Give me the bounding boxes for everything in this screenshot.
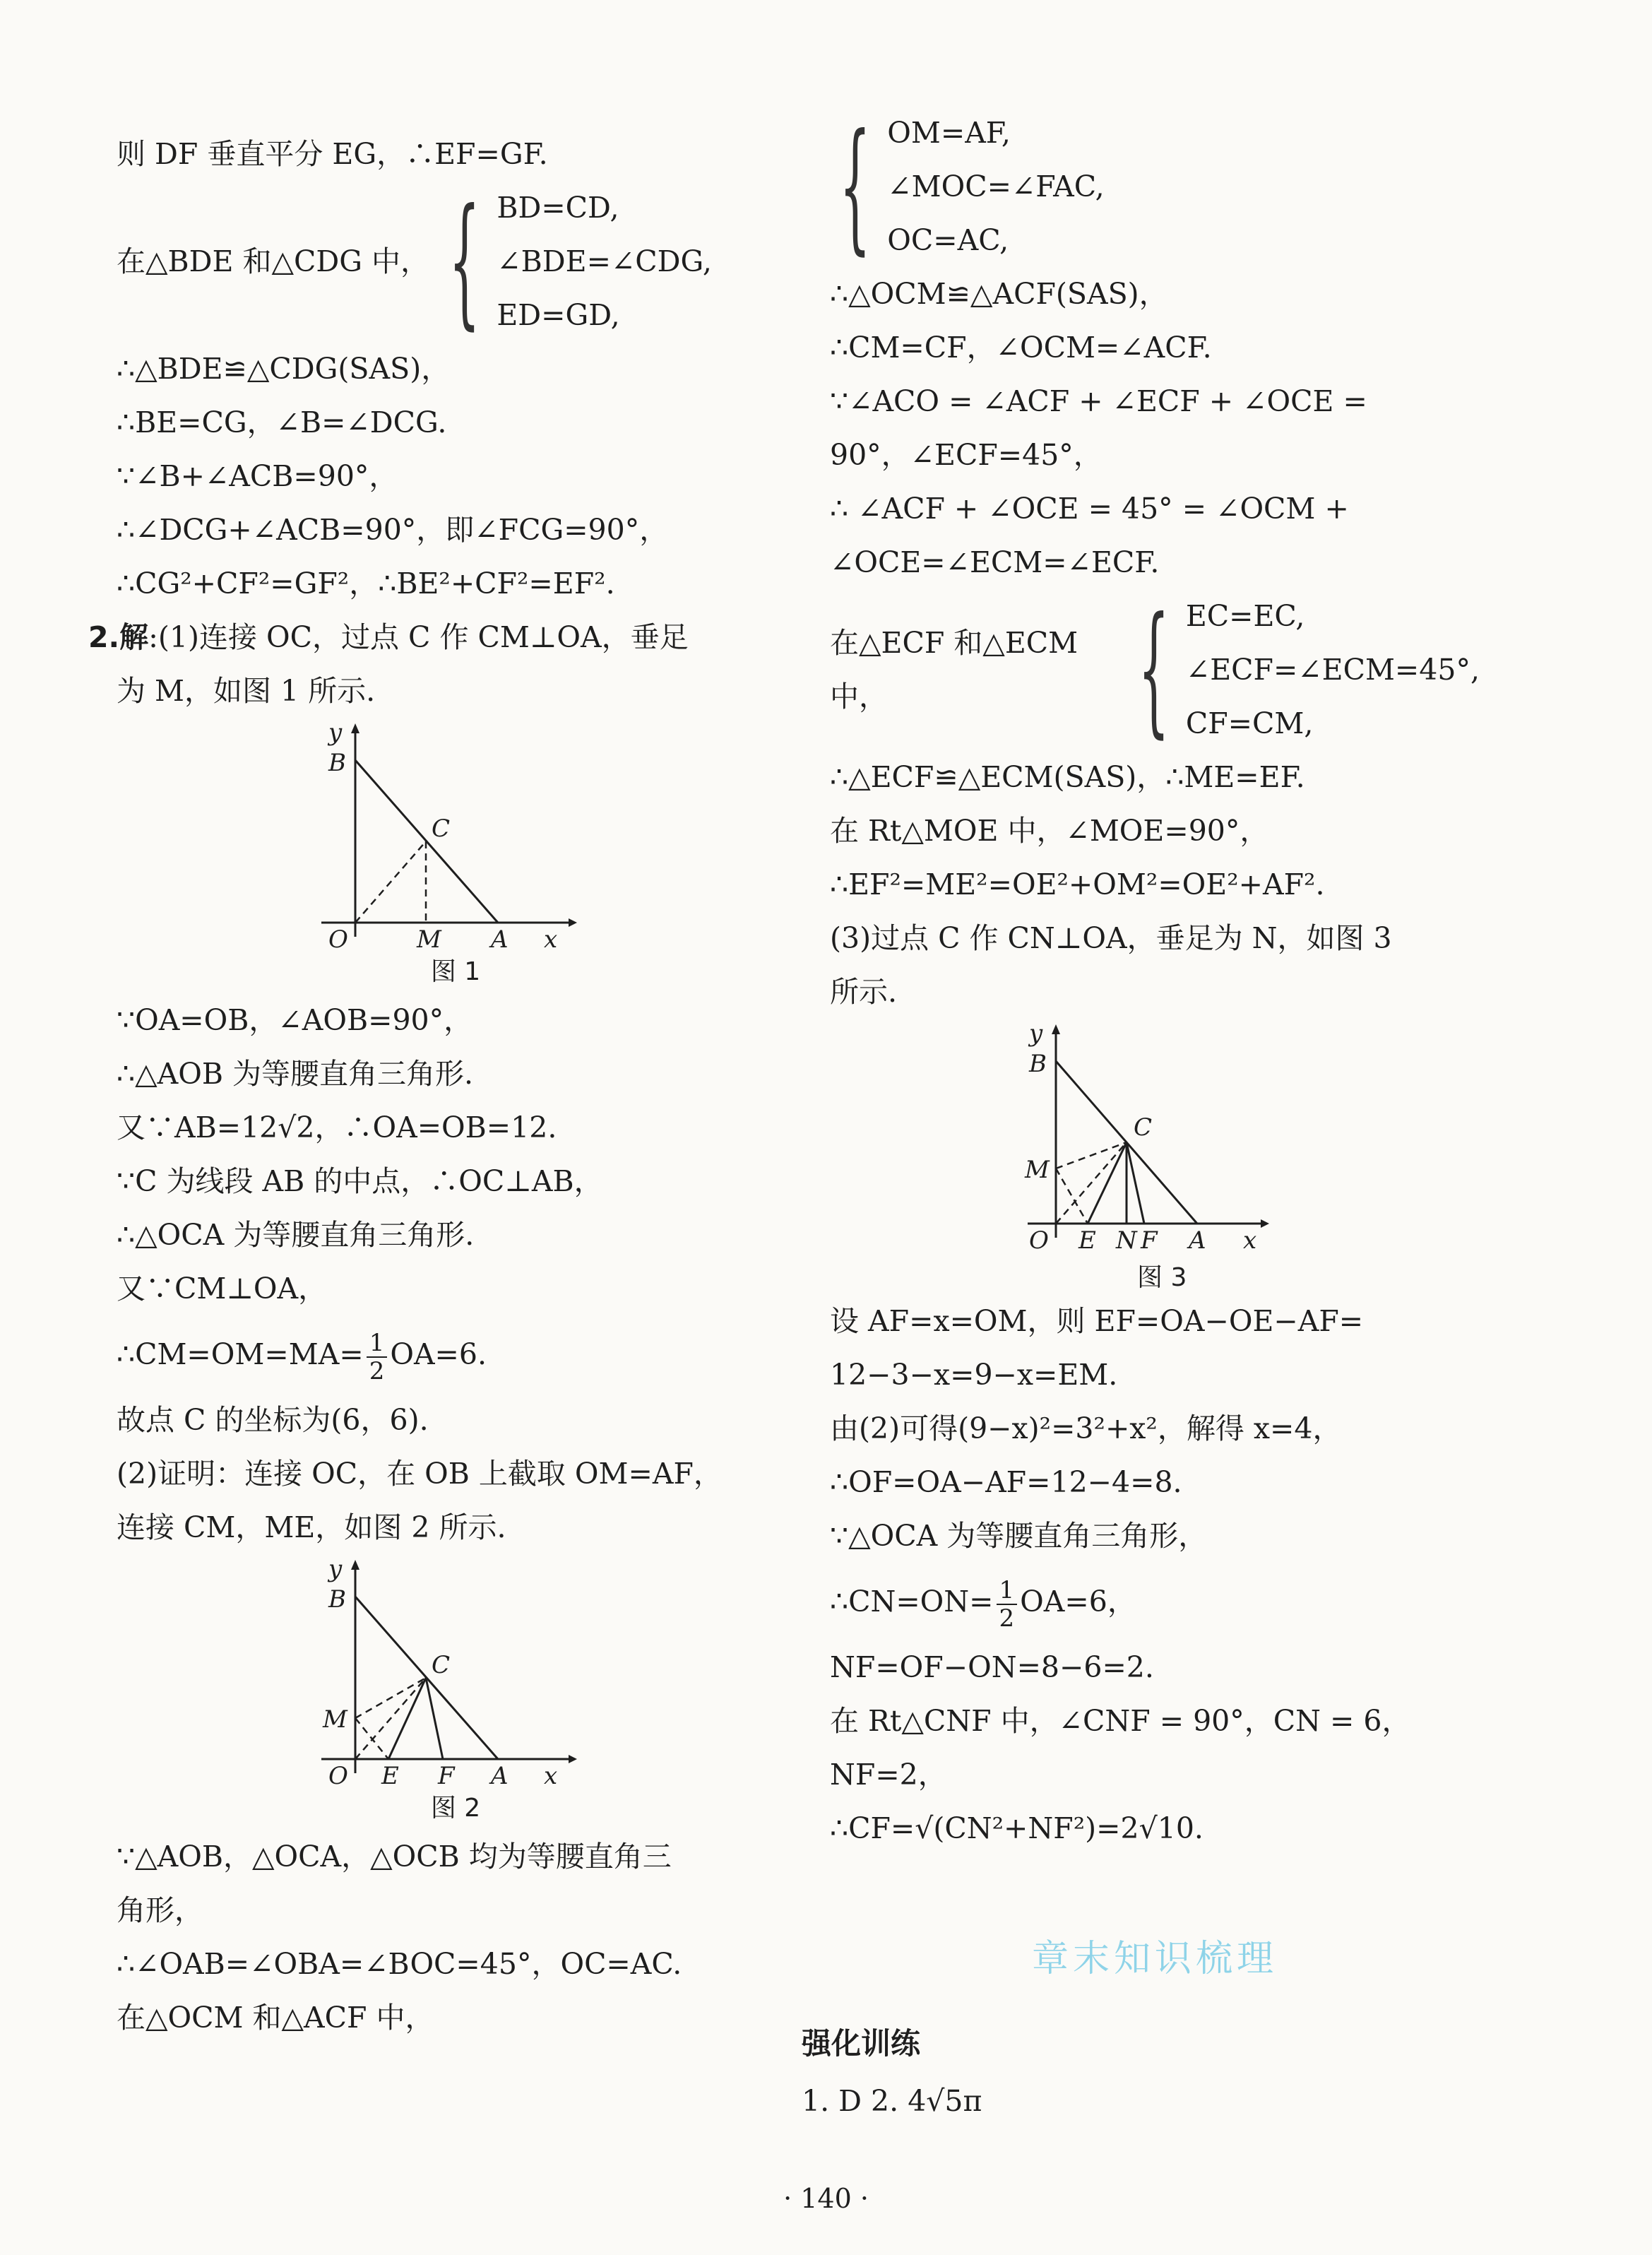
condition-line: ∠MOC=∠FAC, bbox=[887, 170, 1105, 203]
label-x: x bbox=[544, 925, 558, 951]
page-number: · 140 · bbox=[783, 2183, 869, 2214]
text-line: ∴EF²=ME²=OE²+OM²=OE²+AF². bbox=[830, 868, 1325, 901]
text-line: 则 DF 垂直平分 EG，∴EF=GF. bbox=[117, 137, 548, 171]
label-M: M bbox=[417, 925, 441, 951]
figure-3-caption: 图 3 bbox=[1137, 1263, 1187, 1292]
text-line: 90°，∠ECF=45°， bbox=[830, 438, 1103, 472]
text-line: ∵∠ACO = ∠ACF + ∠ECF + ∠OCE = bbox=[830, 384, 1367, 418]
text-line: ∴△OCM≌△ACF(SAS)， bbox=[830, 277, 1168, 311]
text-line: ∴△ECF≌△ECM(SAS)，∴ME=EF. bbox=[830, 760, 1305, 794]
text-line: 设 AF=x=OM，则 EF=OA−OE−AF= bbox=[830, 1304, 1364, 1338]
figure-1 bbox=[117, 718, 795, 951]
text-line: NF=OF−ON=8−6=2. bbox=[830, 1650, 1154, 1684]
text-line: 连接 CM，ME，如图 2 所示. bbox=[117, 1510, 506, 1544]
text-line: ∴∠DCG+∠ACB=90°，即∠FCG=90°， bbox=[117, 513, 669, 547]
text-line: 在△OCM 和△ACF 中， bbox=[117, 2001, 434, 2035]
text-line: ∴△AOB 为等腰直角三角形. bbox=[117, 1057, 474, 1091]
fraction-denominator: 2 bbox=[999, 1604, 1015, 1633]
text-line: 又∵AB=12√2，∴OA=OB=12. bbox=[117, 1111, 557, 1144]
equation-line bbox=[117, 1315, 795, 1393]
text-line: NF=2， bbox=[830, 1758, 947, 1792]
text-segment: ∴CN=ON= bbox=[830, 1585, 994, 1618]
text-line: 角形， bbox=[117, 1893, 203, 1927]
figure-2 bbox=[117, 1554, 795, 1787]
fraction-numerator: 1 bbox=[367, 1330, 388, 1358]
text-line: ∴CG²+CF²=GF²，∴BE²+CF²=EF². bbox=[117, 567, 615, 600]
text-line: 所示. bbox=[830, 975, 898, 1009]
text-segment: ∴CM=OM=MA= bbox=[117, 1337, 364, 1371]
label-E: E bbox=[381, 1762, 399, 1787]
text-line: ∴ ∠ACF + ∠OCE = 45° = ∠OCM + bbox=[830, 492, 1349, 526]
text-line: 在△ECF 和△ECM 中， bbox=[830, 626, 1078, 714]
label-y: y bbox=[1029, 1019, 1043, 1048]
label-y: y bbox=[328, 718, 343, 747]
equation-system bbox=[117, 181, 795, 342]
condition-line: OC=AC, bbox=[887, 223, 1009, 257]
condition-line: EC=EC, bbox=[1185, 599, 1305, 633]
text-line: 在 Rt△CNF 中，∠CNF = 90°，CN = 6， bbox=[830, 1704, 1411, 1738]
figure-3 bbox=[830, 1019, 1480, 1294]
label-F: F bbox=[438, 1762, 455, 1787]
text-line: ∴△BDE≌△CDG(SAS)， bbox=[117, 352, 451, 386]
label-x: x bbox=[1243, 1226, 1257, 1255]
figure-1-caption: 图 1 bbox=[430, 957, 481, 986]
equation-system bbox=[830, 589, 1480, 750]
label-M: M bbox=[323, 1705, 347, 1734]
condition-line: ED=GD, bbox=[497, 298, 620, 332]
text-line: 为 M，如图 1 所示. bbox=[117, 674, 376, 708]
text-line: ∴CM=CF，∠OCM=∠ACF. bbox=[830, 331, 1212, 365]
label-B: B bbox=[328, 1585, 346, 1614]
fraction-numerator: 1 bbox=[997, 1577, 1018, 1605]
text-line: 在 Rt△MOE 中，∠MOE=90°， bbox=[830, 814, 1269, 848]
condition-line: ∠ECF=∠ECM=45°, bbox=[1185, 653, 1480, 687]
label-A: A bbox=[491, 925, 509, 951]
text-line: ∴CF=√(CN²+NF²)=2√10. bbox=[830, 1811, 1204, 1845]
left-column bbox=[88, 127, 795, 2044]
left-brace: { bbox=[448, 179, 480, 343]
condition-line: OM=AF, bbox=[887, 116, 1011, 150]
text-line: ∵∠B+∠ACB=90°， bbox=[117, 459, 398, 493]
condition-line: BD=CD, bbox=[497, 191, 619, 225]
condition-line: CF=CM, bbox=[1185, 706, 1314, 740]
text-line: 12−3−x=9−x=EM. bbox=[830, 1358, 1118, 1392]
label-B: B bbox=[1029, 1050, 1047, 1078]
text-line: ∴BE=CG，∠B=∠DCG. bbox=[117, 406, 447, 439]
label-x: x bbox=[544, 1762, 558, 1787]
left-brace: { bbox=[839, 104, 871, 268]
label-O: O bbox=[1029, 1226, 1049, 1255]
text-line: :(1)连接 OC，过点 C 作 CM⊥OA，垂足 bbox=[148, 620, 689, 654]
label-M: M bbox=[1025, 1156, 1050, 1184]
fraction-denominator: 2 bbox=[369, 1356, 385, 1385]
solution-label: 解 bbox=[119, 620, 149, 654]
label-O: O bbox=[328, 1762, 348, 1787]
text-line: 故点 C 的坐标为(6，6). bbox=[117, 1403, 429, 1437]
text-segment: OA=6. bbox=[390, 1337, 487, 1371]
equation-system bbox=[820, 106, 1480, 267]
text-line: ∵OA=OB，∠AOB=90°， bbox=[117, 1003, 473, 1037]
text-segment: OA=6， bbox=[1020, 1585, 1136, 1618]
figure-2-caption: 图 2 bbox=[430, 1794, 481, 1823]
label-C: C bbox=[1134, 1113, 1153, 1142]
fraction bbox=[997, 1577, 1018, 1632]
label-N: N bbox=[1116, 1226, 1137, 1255]
label-C: C bbox=[432, 815, 451, 843]
text-line: ∠OCE=∠ECM=∠ECF. bbox=[830, 545, 1160, 579]
condition-line: ∠BDE=∠CDG, bbox=[497, 244, 712, 278]
fraction bbox=[367, 1330, 388, 1385]
text-line: ∵△AOB，△OCA，△OCB 均为等腰直角三 bbox=[117, 1840, 672, 1874]
label-C: C bbox=[432, 1651, 451, 1679]
text-line: 又∵CM⊥OA， bbox=[117, 1272, 328, 1306]
text-line: ∵△OCA 为等腰直角三角形， bbox=[830, 1519, 1208, 1553]
text-line: ∵C 为线段 AB 的中点，∴OC⊥AB， bbox=[117, 1164, 603, 1198]
section-title: 章末知识梳理 bbox=[1031, 1938, 1278, 1980]
label-A: A bbox=[1189, 1226, 1206, 1255]
text-line: 在△BDE 和△CDG 中， bbox=[117, 244, 430, 278]
label-B: B bbox=[328, 749, 346, 777]
text-line: (2)证明：连接 OC，在 OB 上截取 OM=AF， bbox=[117, 1457, 723, 1491]
text-line: ∴∠OAB=∠OBA=∠BOC=45°，OC=AC. bbox=[117, 1947, 682, 1981]
label-O: O bbox=[328, 925, 348, 951]
left-brace: { bbox=[1137, 587, 1170, 752]
label-E: E bbox=[1078, 1226, 1096, 1255]
label-F: F bbox=[1141, 1226, 1158, 1255]
right-column bbox=[830, 106, 1480, 1855]
label-A: A bbox=[491, 1762, 509, 1787]
sub-heading: 强化训练 bbox=[802, 2026, 921, 2061]
question-2-header bbox=[88, 610, 795, 664]
text-line: ∴OF=OA−AF=12−4=8. bbox=[830, 1465, 1182, 1499]
answers-line: 1. D 2. 4√5π bbox=[802, 2084, 982, 2118]
label-y: y bbox=[328, 1555, 343, 1583]
text-line: (3)过点 C 作 CN⊥OA，垂足为 N，如图 3 bbox=[830, 921, 1392, 955]
text-line: ∴△OCA 为等腰直角三角形. bbox=[117, 1218, 475, 1252]
text-line: 由(2)可得(9−x)²=3²+x²，解得 x=4， bbox=[830, 1411, 1342, 1445]
question-number: 2. bbox=[88, 620, 120, 654]
equation-line bbox=[830, 1563, 1480, 1640]
